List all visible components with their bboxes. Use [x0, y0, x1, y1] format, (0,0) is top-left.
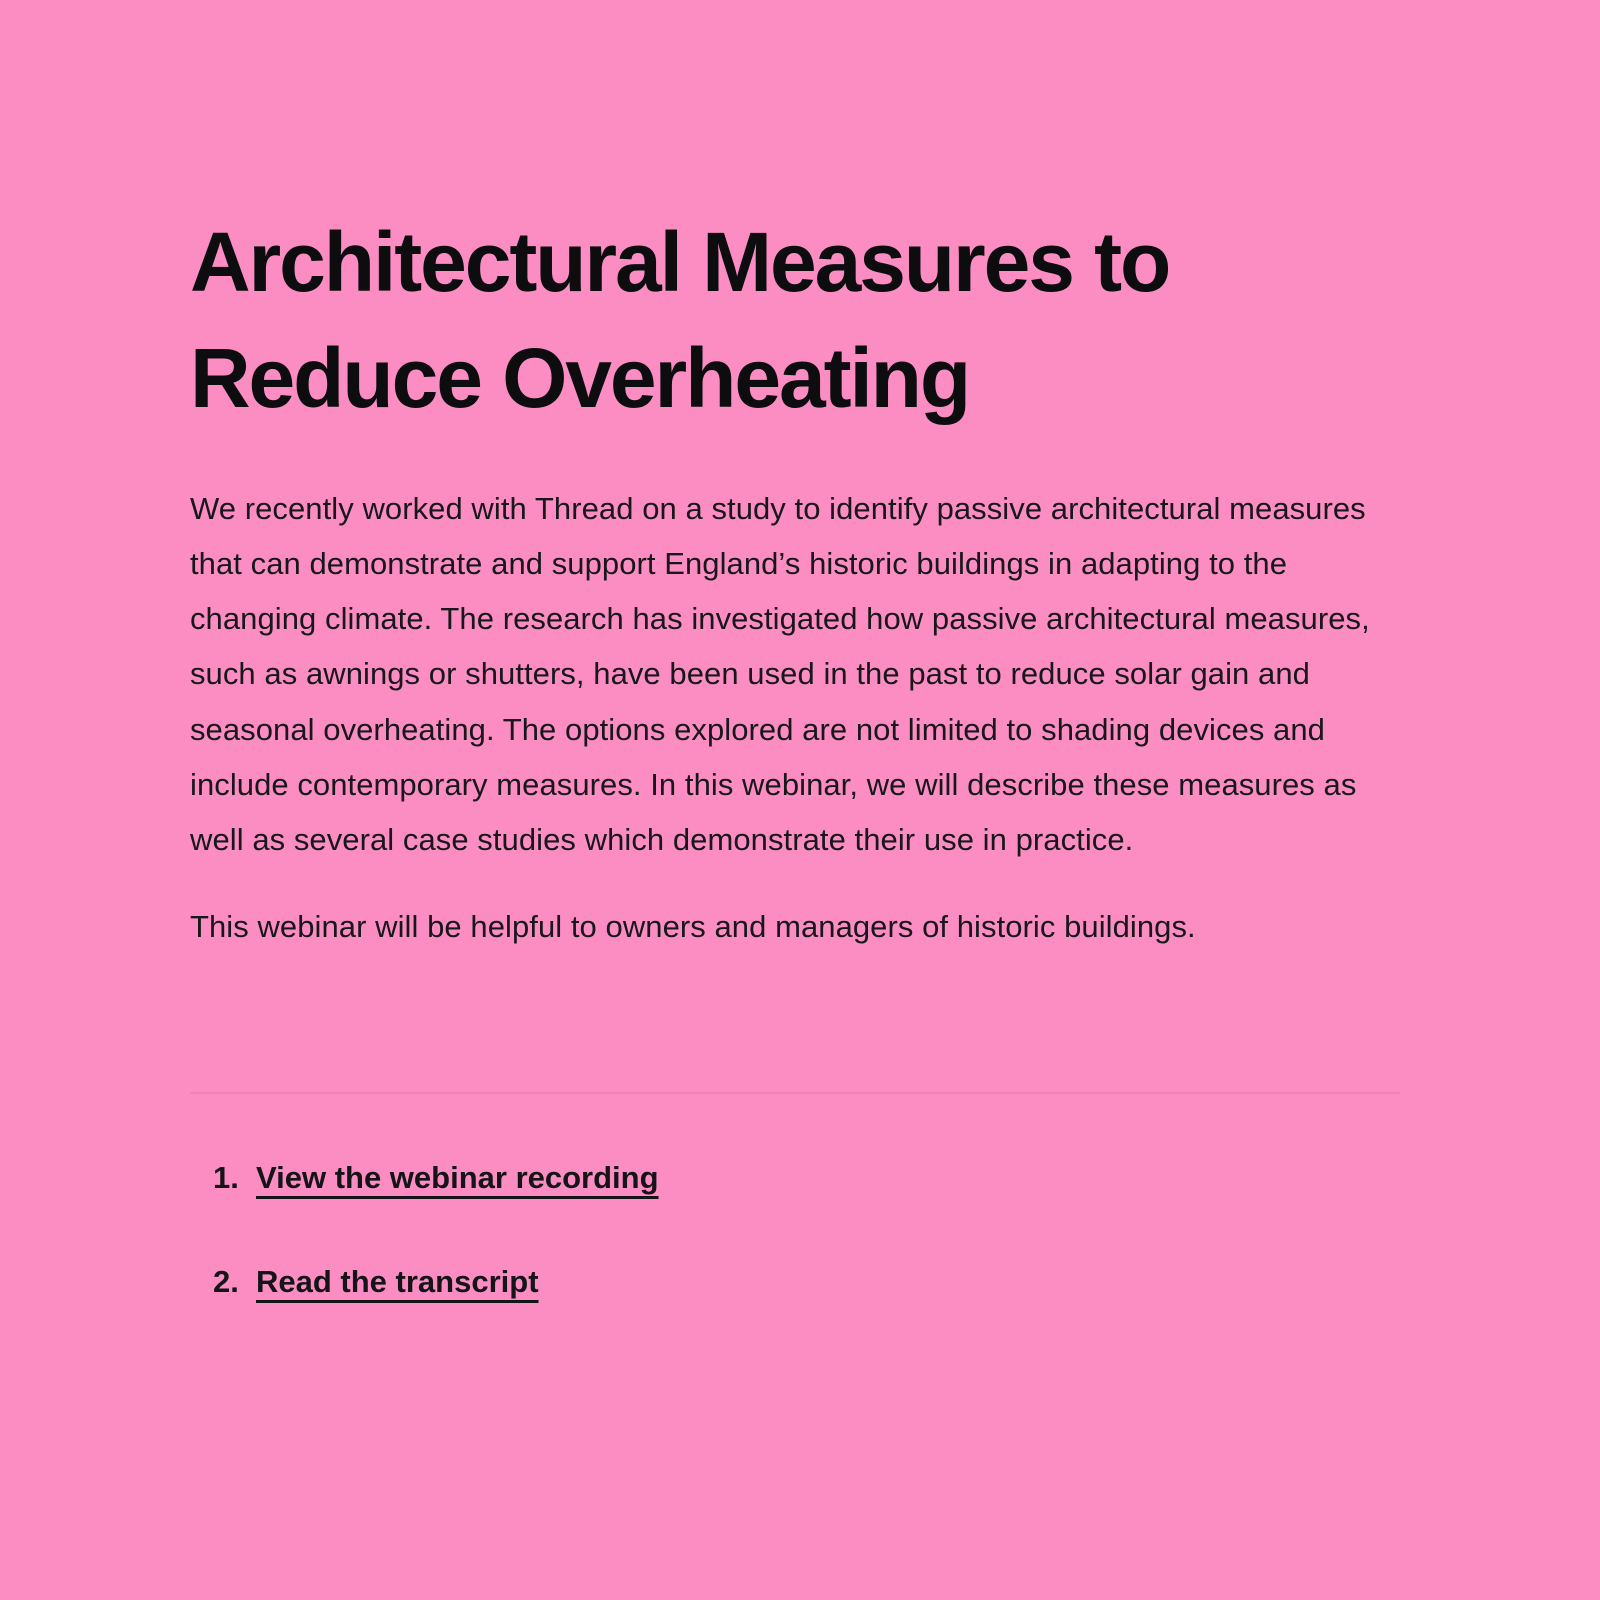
list-item-number: 1.	[213, 1160, 239, 1196]
list-item	[213, 1264, 1410, 1300]
audience-paragraph: This webinar will be helpful to owners and managers of historic buildings.	[190, 909, 1196, 945]
list-item-number: 2.	[213, 1264, 239, 1300]
view-webinar-recording-link[interactable]: View the webinar recording	[256, 1160, 659, 1196]
page-title: Architectural Measures to Reduce Overheating	[190, 215, 1170, 425]
webinar-links-list	[190, 1160, 1410, 1300]
intro-paragraph: We recently worked with Thread on a study to identify passive architectural measures that can demonstrate and support England’s historic buildings in adapting to the changing climate. The research has investigated how passive architectural measures, such as awnings or shutters, have been used in the past to reduce solar gain and seasonal overheating. The options explored are not limited to shading devices and include contemporary measures. In this webinar, we will describe these measures as well as several case studies which demonstrate their use in practice.	[190, 490, 1370, 857]
list-item	[213, 1160, 1410, 1196]
section-divider	[190, 1092, 1400, 1094]
read-transcript-link[interactable]: Read the transcript	[256, 1264, 539, 1300]
